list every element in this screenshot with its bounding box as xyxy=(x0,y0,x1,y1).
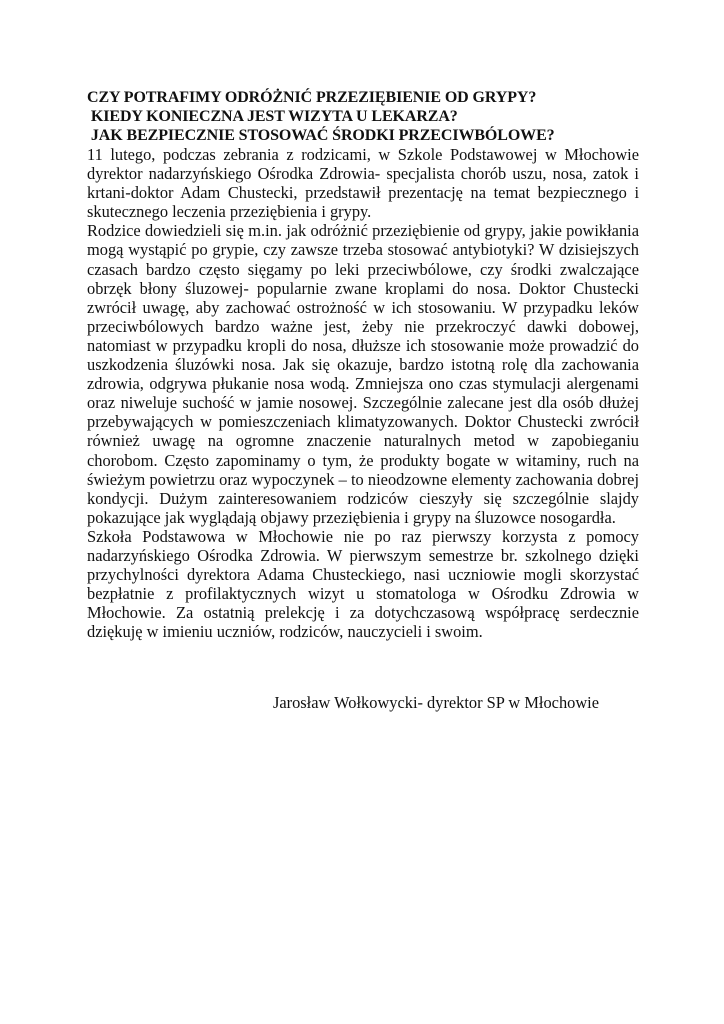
paragraph-closing: Szkoła Podstawowa w Młochowie nie po raz pierwszy korzysta z pomocy nadarzyńskiego Ośrodka Zdrowia. W pierwszym semestrze br. szkolnego dzięki przychylności dyrektora Adama Chusteckiego, nasi uczniowie mogli skorzystać bezpłatnie z profilaktycznych wizyt u stomatologa w Ośrodku Zdrowia w Młochowie. Za ostatnią prelekcję i za dotychczasową współpracę serdecznie dziękuję w imieniu uczniów, rodziców, nauczycieli i swoim. xyxy=(87,526,639,642)
article-headings xyxy=(87,88,639,145)
signature: Jarosław Wołkowycki- dyrektor SP w Młochowie xyxy=(273,693,599,712)
heading-line-2: KIEDY KONIECZNA JEST WIZYTA U LEKARZA? xyxy=(87,108,458,125)
heading-line-1: CZY POTRAFIMY ODRÓŻNIĆ PRZEZIĘBIENIE OD GRYPY? xyxy=(87,89,537,106)
paragraph-details: Rodzice dowiedzieli się m.in. jak odróżnić przeziębienie od grypy, jakie powikłania mogą wystąpić po grypie, czy zawsze trzeba stosować antybiotyki? W dzisiejszych czasach bardzo często sięgamy po leki przeciwbólowe, czy środki zwalczające obrzęk błony śluzowej- popularnie zwane kroplami do nosa. Doktor Chustecki zwrócił uwagę, aby zachować ostrożność w ich stosowaniu. W przypadku leków przeciwbólowych bardzo ważne jest, żeby nie przekroczyć dawki dobowej, natomiast w przypadku kropli do nosa, dłuższe ich stosowanie może prowadzić do uszkodzenia śluzówki nosa. Jak się okazuje, bardzo istotną rolę dla zachowania zdrowia, odgrywa płukanie nosa wodą. Zmniejsza ono czas stymulacji alergenami oraz niweluje suchość w jamie nosowej. Szczególnie zalecane jest dla osób dłużej przebywających w pomieszczeniach klimatyzowanych. Doktor Chustecki zwrócił również uwagę na ogromne znaczenie naturalnych metod w zapobieganiu chorobom. Często zapominamy o tym, że produkty bogate w witaminy, ruch na świeżym powietrzu oraz wypoczynek – to nieodzowne elementy zachowania dobrej kondycji. Dużym zainteresowaniem rodziców cieszyły się szczególnie slajdy pokazujące jak wyglądają objawy przeziębienia i grypy na śluzowce nosogardła. xyxy=(87,221,639,527)
paragraph-intro: 11 lutego, podczas zebrania z rodzicami, w Szkole Podstawowej w Młochowie dyrektor nadarzyńskiego Ośrodka Zdrowia- specjalista chorób uszu, nosa, zatok i krtani-doktor Adam Chustecki, przedstawił prezentację na temat bezpiecznego i skutecznego leczenia przeziębienia i grypy. xyxy=(87,145,639,222)
heading-line-3: JAK BEZPIECZNIE STOSOWAĆ ŚRODKI PRZECIWBÓLOWE? xyxy=(87,127,555,144)
article-body xyxy=(87,88,639,641)
article-text xyxy=(87,145,639,641)
